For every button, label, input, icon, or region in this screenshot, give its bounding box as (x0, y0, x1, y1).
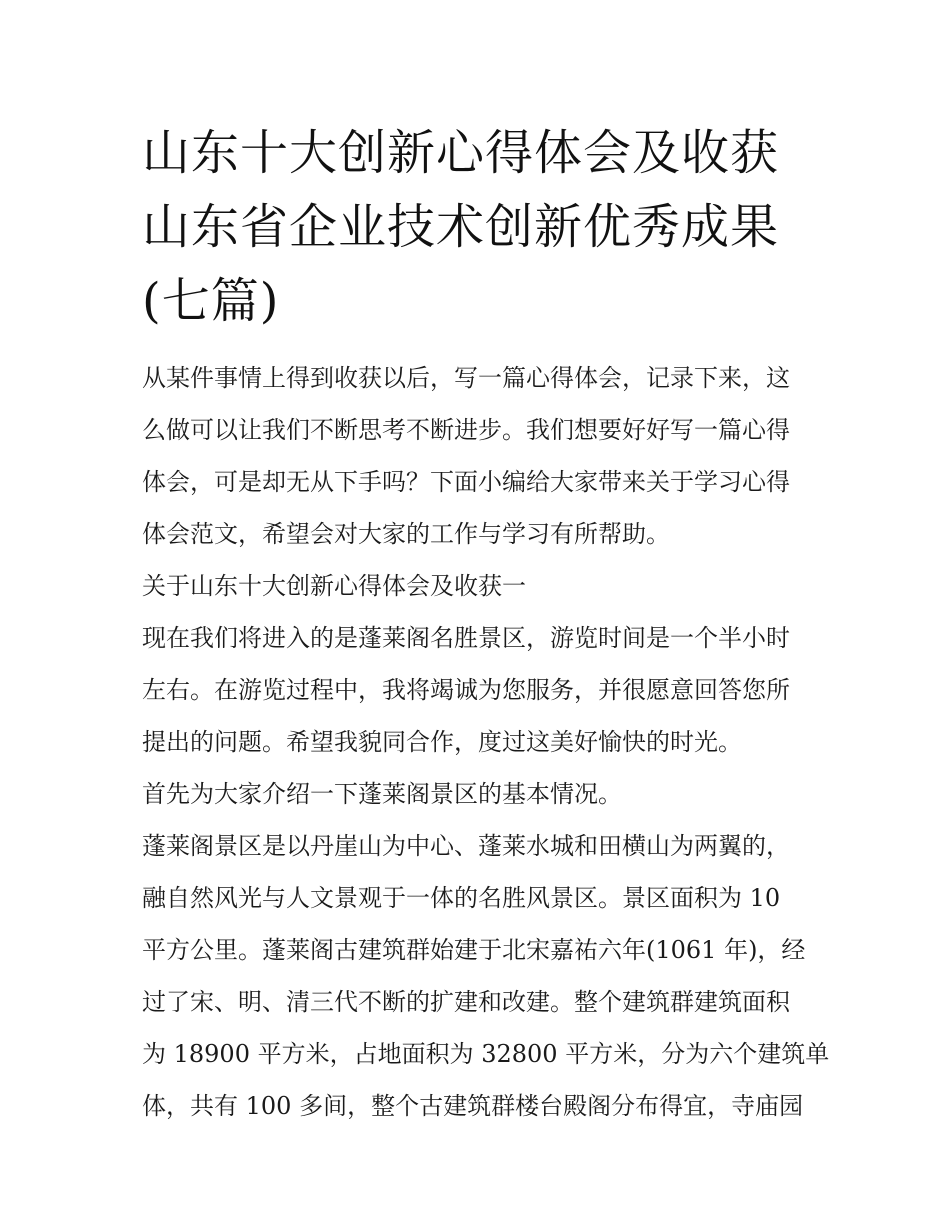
title-line: 山东省企业技术创新优秀成果 (142, 199, 780, 255)
text-line: 提出的问题。希望我貌同合作，度过这美好愉快的时光。 (142, 728, 742, 756)
document-content (142, 116, 830, 1132)
section-heading (142, 560, 814, 612)
text-line: 现在我们将进入的是蓬莱阁名胜景区，游览时间是一个半小时 (142, 624, 790, 652)
text-line: 融自然风光与人文景观于一体的名胜风景区。景区面积为 10 (142, 884, 781, 912)
title-line: (七篇) (142, 273, 280, 329)
text-line: 过了宋、明、清三代不断的扩建和改建。整个建筑群建筑面积 (142, 988, 790, 1016)
text-line: 体会范文，希望会对大家的工作与学习有所帮助。 (142, 520, 670, 548)
text-line: 么做可以让我们不断思考不断进步。我们想要好好写一篇心得 (142, 416, 790, 444)
body-paragraph (142, 820, 830, 1132)
text-line: 关于山东十大创新心得体会及收获一 (142, 572, 526, 600)
text-line: 从某件事情上得到收获以后，写一篇心得体会，记录下来，这 (142, 364, 790, 392)
text-line: 首先为大家介绍一下蓬莱阁景区的基本情况。 (142, 780, 622, 808)
intro-paragraph (142, 352, 814, 560)
text-line: 体，共有 100 多间，整个古建筑群楼台殿阁分布得宜，寺庙园 (142, 1092, 804, 1120)
text-line: 平方公里。蓬莱阁古建筑群始建于北宋嘉祐六年(1061 年)，经 (142, 936, 806, 964)
text-line: 为 18900 平方米，占地面积为 32800 平方米，分为六个建筑单 (142, 1040, 830, 1068)
text-line: 体会，可是却无从下手吗？下面小编给大家带来关于学习心得 (142, 468, 790, 496)
title-line: 山东十大创新心得体会及收获 (142, 125, 780, 181)
text-line: 左右。在游览过程中，我将竭诚为您服务，并很愿意回答您所 (142, 676, 790, 704)
text-line: 蓬莱阁景区是以丹崖山为中心、蓬莱水城和田横山为两翼的， (142, 832, 790, 860)
body-paragraph (142, 768, 814, 820)
document-title (142, 116, 814, 338)
body-paragraph (142, 612, 814, 768)
